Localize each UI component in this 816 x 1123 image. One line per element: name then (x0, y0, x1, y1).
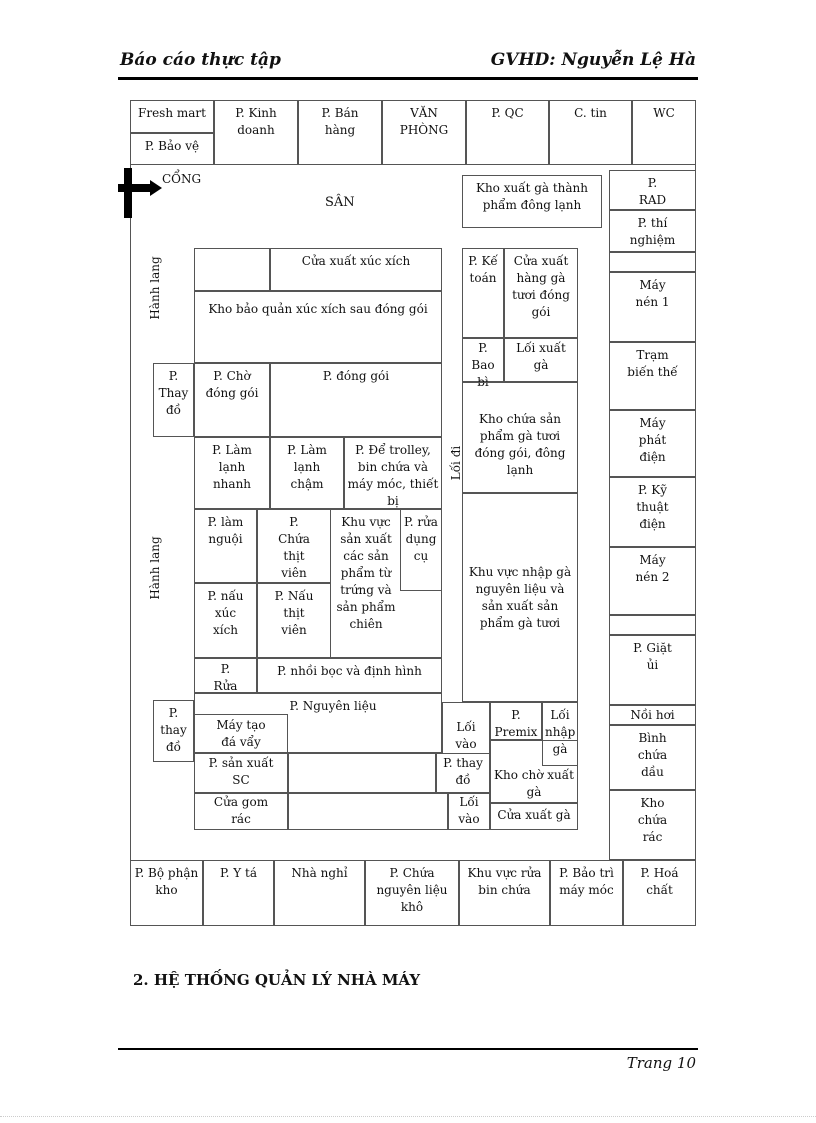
room-p-ky-thuat-dien: P. Kỹ thuật điện (609, 477, 696, 547)
header-rule (118, 77, 698, 80)
room-p-san-xuat-sc: P. sản xuất SC (194, 753, 288, 793)
room-cua-gom-rac: Cửa gom rác (194, 793, 288, 830)
room-cua-xuat-hang-ga: Cửa xuất hàng gà tươi đóng gói (504, 248, 578, 338)
room-p-lam-nguoi: P. làm nguội (194, 509, 257, 583)
room-p-de-trolley: P. Để trolley, bin chứa và máy móc, thiết bị (344, 437, 442, 509)
room-p-ke-toan: P. Kế toán (462, 248, 504, 338)
room-nha-nghi: Nhà nghỉ (274, 860, 365, 926)
room-noi-hoi: Nồi hơi (609, 705, 696, 725)
room-blank-3 (194, 248, 270, 291)
header-right: GVHD: Nguyễn Lệ Hà (490, 50, 696, 70)
room-may-nen-1: Máy nén 1 (609, 272, 696, 342)
footer-rule (118, 1048, 698, 1050)
room-blank-2 (609, 615, 696, 635)
room-loi-xuat-ga: Lối xuất gà (504, 338, 578, 382)
room-may-phat-dien: Máy phát điện (609, 410, 696, 477)
room-blank-1 (609, 252, 696, 272)
room-tram-bien-the: Trạm biến thế (609, 342, 696, 410)
room-p-nguyen-lieu: P. Nguyên liệu (194, 693, 442, 753)
room-van-phong: VĂN PHÒNG (382, 100, 466, 165)
room-kho-chua-rac: Kho chứa rác (609, 790, 696, 860)
room-cua-xuat-ga: Cửa xuất gà (490, 803, 578, 830)
room-loi-vao-1: Lối vào (442, 702, 490, 754)
room-p-premix: P. Premix (490, 702, 542, 740)
room-p-thay-do-3: P. thay đồ (436, 753, 490, 793)
room-p-kinh-doanh: P. Kinh doanh (214, 100, 298, 165)
room-p-thay-do-1: P. Thay đồ (153, 363, 194, 437)
room-p-nhoi-boc: P. nhồi bọc và định hình (257, 658, 442, 693)
room-loi-nhap-ga: Lối nhập gà (542, 702, 578, 766)
room-khu-vuc-rua-bin-chua: Khu vực rửa bin chứa (459, 860, 550, 926)
room-kho-chua-san-pham-ga: Kho chứa sản phẩm gà tươi đóng gói, đông lạnh (462, 382, 578, 493)
room-p-nau-xuc-xich: P. nấu xúc xích (194, 583, 257, 658)
room-khu-vuc-nhap-ga: Khu vực nhập gà nguyên liệu và sản xuất sản phẩm gà tươi (462, 493, 578, 702)
label-hanh-lang-2: Hành lang (148, 536, 162, 600)
room-kho-bao-quan: Kho bảo quản xúc xích sau đóng gói (194, 291, 442, 363)
room-p-bao-tri: P. Bảo trì máy móc (550, 860, 623, 926)
label-san: SÂN (325, 195, 355, 210)
room-p-chua-nguyen-lieu-kho: P. Chứa nguyên liệu khô (365, 860, 459, 926)
label-loi-di: Lối đi (449, 445, 463, 481)
room-cua-xuat-xuc-xich: Cửa xuất xúc xích (270, 248, 442, 291)
room-binh-chua-dau: Bình chứa dầu (609, 725, 696, 790)
room-fresh-mart: Fresh mart (130, 100, 214, 133)
room-p-hoa-chat: P. Hoá chất (623, 860, 696, 926)
header-left: Báo cáo thực tập (120, 50, 281, 70)
room-kho-cho-xuat-ga: Kho chờ xuất gà (490, 740, 578, 803)
room-c-tin: C. tin (549, 100, 632, 165)
room-p-giat-ui: P. Giặt ủi (609, 635, 696, 705)
room-p-nau-thit-vien: P. Nấu thịt viên (257, 583, 331, 658)
room-p-rua: P. Rửa (194, 658, 257, 693)
room-khu-vuc-san-xuat-trung: Khu vực sản xuất các sản phẩm từ trứng và sản phẩm chiên (331, 509, 442, 658)
label-hanh-lang-1: Hành lang (148, 256, 162, 320)
page-number: Trang 10 (626, 1054, 696, 1072)
room-blank-4 (288, 753, 436, 793)
room-p-thi-nghiem: P. thí nghiệm (609, 210, 696, 252)
room-p-dong-goi: P. đóng gói (270, 363, 442, 437)
room-p-rad: P. RAD (609, 170, 696, 210)
room-wc: WC (632, 100, 696, 165)
room-p-bao-ve: P. Bảo vệ (130, 133, 214, 165)
gate-arrow-icon (118, 168, 162, 220)
room-may-nen-2: Máy nén 2 (609, 547, 696, 615)
room-p-bo-phan-kho: P. Bộ phận kho (130, 860, 203, 926)
room-p-lam-lanh-nhanh: P. Làm lạnh nhanh (194, 437, 270, 509)
room-loi-vao-2: Lối vào (448, 793, 490, 830)
room-p-bao-bi: P. Bao bì (462, 338, 504, 382)
room-p-thay-do-2: P. thay đồ (153, 700, 194, 762)
section-title: 2. HỆ THỐNG QUẢN LÝ NHÀ MÁY (133, 971, 421, 989)
room-p-cho-dong-goi: P. Chờ đóng gói (194, 363, 270, 437)
room-p-qc: P. QC (466, 100, 549, 165)
room-p-chua-thit-vien: P. Chứa thịt viên (257, 509, 331, 583)
room-p-lam-lanh-cham: P. Làm lạnh chậm (270, 437, 344, 509)
room-p-rua-dung-cu: P. rửa dụng cụ (400, 509, 442, 591)
room-p-ban-hang: P. Bán hàng (298, 100, 382, 165)
label-cong: CỔNG (162, 172, 202, 186)
room-kho-xuat-ga: Kho xuất gà thành phẩm đông lạnh (462, 175, 602, 228)
room-blank-5 (288, 793, 448, 830)
room-may-tao-da-vay: Máy tạo đá vẩy (194, 714, 288, 753)
room-p-y-ta: P. Y tá (203, 860, 274, 926)
page-edge (0, 1116, 816, 1117)
